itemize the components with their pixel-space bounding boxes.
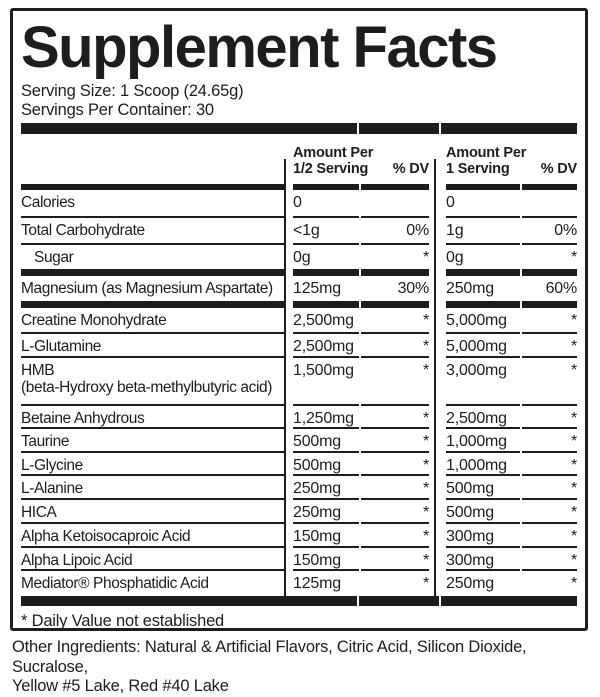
dv-full-serving: 0% xyxy=(522,218,577,245)
row-name: HMB (beta-Hydroxy beta-methylbutyric acid) xyxy=(21,358,284,406)
dv-half-serving: * xyxy=(361,429,429,453)
amount-half-serving: 1,250mg xyxy=(293,406,359,430)
row-name: HICA xyxy=(21,500,284,524)
row-name: Calories xyxy=(21,190,284,218)
amount-full-serving: 0g xyxy=(446,248,464,266)
dv-half-serving: 0% xyxy=(361,218,429,245)
dv-full-serving: 60% xyxy=(545,280,577,297)
servings-per-container-text: Servings Per Container: 30 xyxy=(21,101,214,119)
dv-half-serving: * xyxy=(361,524,429,548)
separator-bar-thick-bottom xyxy=(21,596,577,606)
amount-half-serving: 500mg xyxy=(293,429,359,453)
row-name: Taurine xyxy=(21,429,284,453)
amount-half-serving: 2,500mg xyxy=(293,308,359,334)
table-row xyxy=(21,524,577,548)
table-row xyxy=(21,548,577,572)
header-half-serving: Amount Per 1/2 Serving % DV xyxy=(293,145,429,177)
other-ingredients-text xyxy=(12,638,590,697)
row-name: Alpha Ketoisocaproic Acid xyxy=(21,524,284,548)
amount-full-serving: 1,000mg xyxy=(446,453,520,477)
dv-full-serving: * xyxy=(522,334,577,358)
amount-full-serving: 500mg xyxy=(446,500,520,524)
panel-title: Supplement Facts xyxy=(21,15,497,80)
dv-half-serving: * xyxy=(361,406,429,430)
dv-full-serving: * xyxy=(522,358,577,406)
table-row xyxy=(21,453,577,477)
amount-full-serving: 2,500mg xyxy=(446,406,520,430)
row-name: Mediator® Phosphatidic Acid xyxy=(21,575,209,592)
dv-full-serving: * xyxy=(522,406,577,430)
row-name: L-Alanine xyxy=(21,476,284,500)
amount-half-serving: 0g xyxy=(293,248,311,266)
table-row xyxy=(21,218,577,245)
dv-half-serving xyxy=(361,190,429,218)
amount-full-serving: 5,000mg xyxy=(446,334,520,358)
separator-bar-thick xyxy=(21,269,577,276)
amount-half-serving: 250mg xyxy=(293,500,359,524)
dv-full-serving xyxy=(522,190,577,218)
separator-bar-thick-top xyxy=(21,123,577,134)
table-row xyxy=(21,276,577,301)
row-name: Creatine Monohydrate xyxy=(21,308,284,334)
amount-full-serving: 250mg xyxy=(446,575,494,592)
separator-bar-thick xyxy=(21,301,577,308)
amount-half-serving: <1g xyxy=(293,218,359,245)
table-row xyxy=(21,245,577,270)
row-name: Magnesium (as Magnesium Aspartate) xyxy=(21,280,273,297)
dv-half-serving: * xyxy=(361,358,429,406)
dv-header-half: % DV xyxy=(392,161,429,177)
other-ingredients-line1: Other Ingredients: Natural & Artificial Flavors, Citric Acid, Silicon Dioxide, Sucralose, xyxy=(12,638,527,676)
table-header-row xyxy=(21,134,577,184)
row-name: Betaine Anhydrous xyxy=(21,406,284,430)
row-name: Sugar xyxy=(34,248,74,266)
amount-half-serving: 2,500mg xyxy=(293,334,359,358)
header-full-serving: Amount Per 1 Serving % DV xyxy=(446,145,577,177)
dv-full-serving: * xyxy=(522,476,577,500)
amount-half-serving: 250mg xyxy=(293,476,359,500)
dv-full-serving: * xyxy=(522,548,577,572)
dv-half-serving: * xyxy=(422,248,429,266)
amount-half-serving: 150mg xyxy=(293,548,359,572)
amount-full-serving: 0 xyxy=(446,190,520,218)
table-row xyxy=(21,308,577,334)
amount-full-serving: 5,000mg xyxy=(446,308,520,334)
dv-half-serving: * xyxy=(361,476,429,500)
row-name: Total Carbohydrate xyxy=(21,218,284,245)
amount-full-serving: 250mg xyxy=(446,280,494,297)
dv-full-serving: * xyxy=(522,500,577,524)
dv-half-serving: * xyxy=(361,500,429,524)
dv-half-serving: * xyxy=(361,548,429,572)
dv-full-serving: * xyxy=(522,453,577,477)
row-name: L-Glycine xyxy=(21,453,284,477)
table-row xyxy=(21,334,577,358)
table-row xyxy=(21,190,577,218)
amount-full-serving: 1g xyxy=(446,218,520,245)
dv-full-serving: * xyxy=(522,524,577,548)
dv-half-serving: * xyxy=(361,308,429,334)
table-row xyxy=(21,500,577,524)
table-row xyxy=(21,429,577,453)
table-row xyxy=(21,406,577,430)
other-ingredients-line2: Yellow #5 Lake, Red #40 Lake xyxy=(12,677,229,695)
column-divider-1 xyxy=(284,159,286,596)
supplement-facts-panel xyxy=(10,8,588,631)
dv-header-full: % DV xyxy=(540,161,577,177)
amount-full-serving: 3,000mg xyxy=(446,358,520,406)
daily-value-footnote: * Daily Value not established xyxy=(21,612,225,630)
amount-half-serving: 125mg xyxy=(293,575,341,592)
dv-full-serving: * xyxy=(522,429,577,453)
facts-table xyxy=(21,134,577,606)
table-row xyxy=(21,571,577,596)
amount-full-serving: 1,000mg xyxy=(446,429,520,453)
table-row xyxy=(21,358,577,406)
amount-half-serving: 0 xyxy=(293,190,359,218)
dv-full-serving: * xyxy=(570,575,577,592)
column-divider-2 xyxy=(434,159,436,596)
table-row xyxy=(21,476,577,500)
row-name: L-Glutamine xyxy=(21,334,284,358)
amount-half-serving: 500mg xyxy=(293,453,359,477)
row-name-line2: (beta-Hydroxy beta-methylbutyric acid) xyxy=(21,379,272,396)
dv-half-serving: 30% xyxy=(397,280,429,297)
serving-size-text: Serving Size: 1 Scoop (24.65g) xyxy=(21,82,244,100)
dv-full-serving: * xyxy=(522,308,577,334)
amount-half-serving: 1,500mg xyxy=(293,358,359,406)
amount-half-serving: 150mg xyxy=(293,524,359,548)
dv-full-serving: * xyxy=(570,248,577,266)
amount-full-serving: 300mg xyxy=(446,524,520,548)
amount-full-serving: 300mg xyxy=(446,548,520,572)
dv-half-serving: * xyxy=(361,334,429,358)
dv-half-serving: * xyxy=(361,453,429,477)
row-name: Alpha Lipoic Acid xyxy=(21,548,284,572)
dv-half-serving: * xyxy=(422,575,429,592)
amount-half-serving: 125mg xyxy=(293,280,341,297)
amount-full-serving: 500mg xyxy=(446,476,520,500)
